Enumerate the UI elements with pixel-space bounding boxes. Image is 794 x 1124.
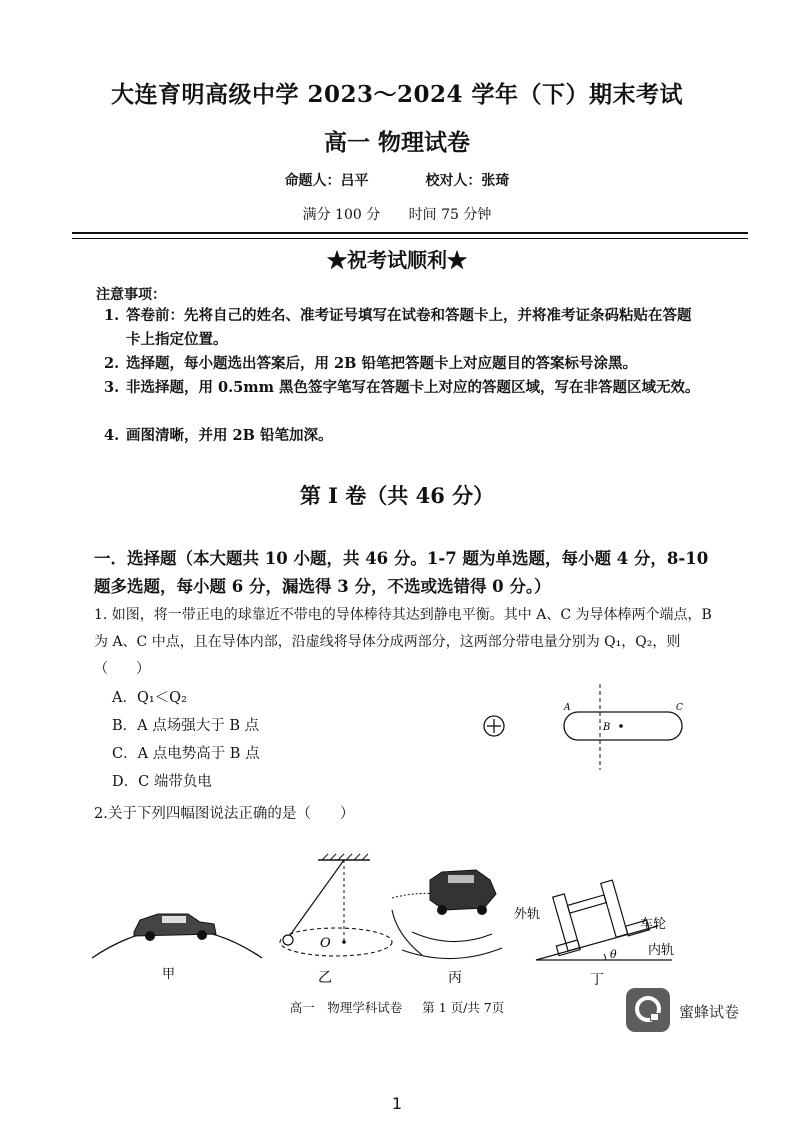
label-wheel: 车轮 [640,917,667,932]
q1-conductor-figure [476,684,696,774]
q2-figures [92,850,692,990]
option-text: A 点场强大于 B 点 [137,718,260,734]
q1-option-a [112,686,187,707]
page-footer [0,998,794,1016]
author: 命题人：吕平 [284,173,369,189]
conductor-rod [564,712,682,740]
label-o: O [320,936,331,951]
label-a: A [564,703,571,713]
question-2-stem: 2.关于下列四幅图说法正确的是（ ） [94,806,355,822]
notice-heading: 注意事项： [96,287,166,303]
blessing: ★祝考试顺利★ [327,248,467,272]
option-text: C 端带负电 [138,774,212,790]
label-c: C [676,703,683,713]
notice-num: 2. [104,355,120,372]
notice-text: 非选择题，用 0.5mm 黑色签字笔写在答题卡上对应的答题区域，写在非答题区域无效。 [126,379,700,396]
question-1-stem: 1. 如图，将一带正电的球靠近不带电的导体棒待其达到静电平衡。其中 A、C 为导体棒两个端点，B 为 A、C 中点，且在导体内部，沿虚线将导体分成两部分，这两部分带电量分别为 Q₁，Q₂，则（ ） [94,607,712,677]
label-yi: 乙 [318,970,332,986]
duration: 时间 75 分钟 [408,207,492,223]
notice-item [104,424,704,448]
option-label: D． [112,774,139,790]
q1-option-d [112,770,212,791]
notice-item [104,352,704,376]
score-line [0,204,794,224]
authors-line [0,170,794,190]
page-number: 1 [391,1094,403,1113]
option-label: C． [112,746,138,762]
mc-heading: 一．选择题（本大题共 10 小题，共 46 分。1-7 题为单选题，每小题 4 分，8-10 题多选题，每小题 6 分，漏选得 3 分，不选或选错得 0 分。） [94,549,709,596]
notice-text: 答卷前：先将自己的姓名、准考证号填写在试卷和答题卡上，并将准考证条码粘贴在答题卡上指定位置。 [126,307,692,348]
notice-num: 4. [104,427,120,444]
checker: 校对人：张琦 [425,173,510,189]
q1-option-c [112,742,260,763]
header-rule-thick [72,232,748,234]
pendulum-bob [283,935,293,945]
option-label: B． [112,718,138,734]
label-inner-rail: 内轨 [648,943,675,958]
option-text: Q₁＜Q₂ [136,690,187,706]
bee-logo-icon [626,988,670,1032]
label-theta: θ [610,948,617,961]
notice-text: 选择题，每小题选出答案后，用 2B 铅笔把答题卡上对应题目的答案标号涂黑。 [126,355,637,372]
header-rule-thin [72,238,748,239]
notice-num: 3. [104,379,120,396]
section-title: 第 I 卷（共 46 分） [299,483,495,508]
watermark-text: 蜜蜂试卷 [679,1003,740,1021]
footer-subject: 高一 物理学科试卷 [289,1000,403,1015]
fig-bing-drifting-car [392,870,502,986]
label-b: B [603,722,611,733]
notice-item [104,376,704,400]
option-text: A 点电势高于 B 点 [137,746,260,762]
label-bing: 丙 [448,970,462,986]
fig-yi-pendulum [280,854,392,986]
notice-item [104,304,704,352]
fig-jia-car-on-hill [92,914,262,982]
point-b [619,724,623,728]
notice-num: 1. [104,307,120,324]
q1-option-b [112,714,259,735]
footer-page: 第 1 页/共 7页 [422,1000,505,1015]
label-outer-rail: 外轨 [514,907,541,922]
notice-text: 画图清晰，并用 2B 铅笔加深。 [126,427,333,444]
exam-subtitle: 高一 物理试卷 [323,129,470,156]
label-ding: 丁 [590,972,604,988]
option-label: A． [112,690,137,706]
exam-title: 大连育明高级中学 2023～2024 学年（下）期末考试 [110,81,684,108]
charged-ball-icon [484,716,504,736]
fig-ding-banked-track [514,874,674,988]
car-icon [134,914,216,941]
full-score: 满分 100 分 [302,207,381,223]
label-jia: 甲 [162,967,176,982]
